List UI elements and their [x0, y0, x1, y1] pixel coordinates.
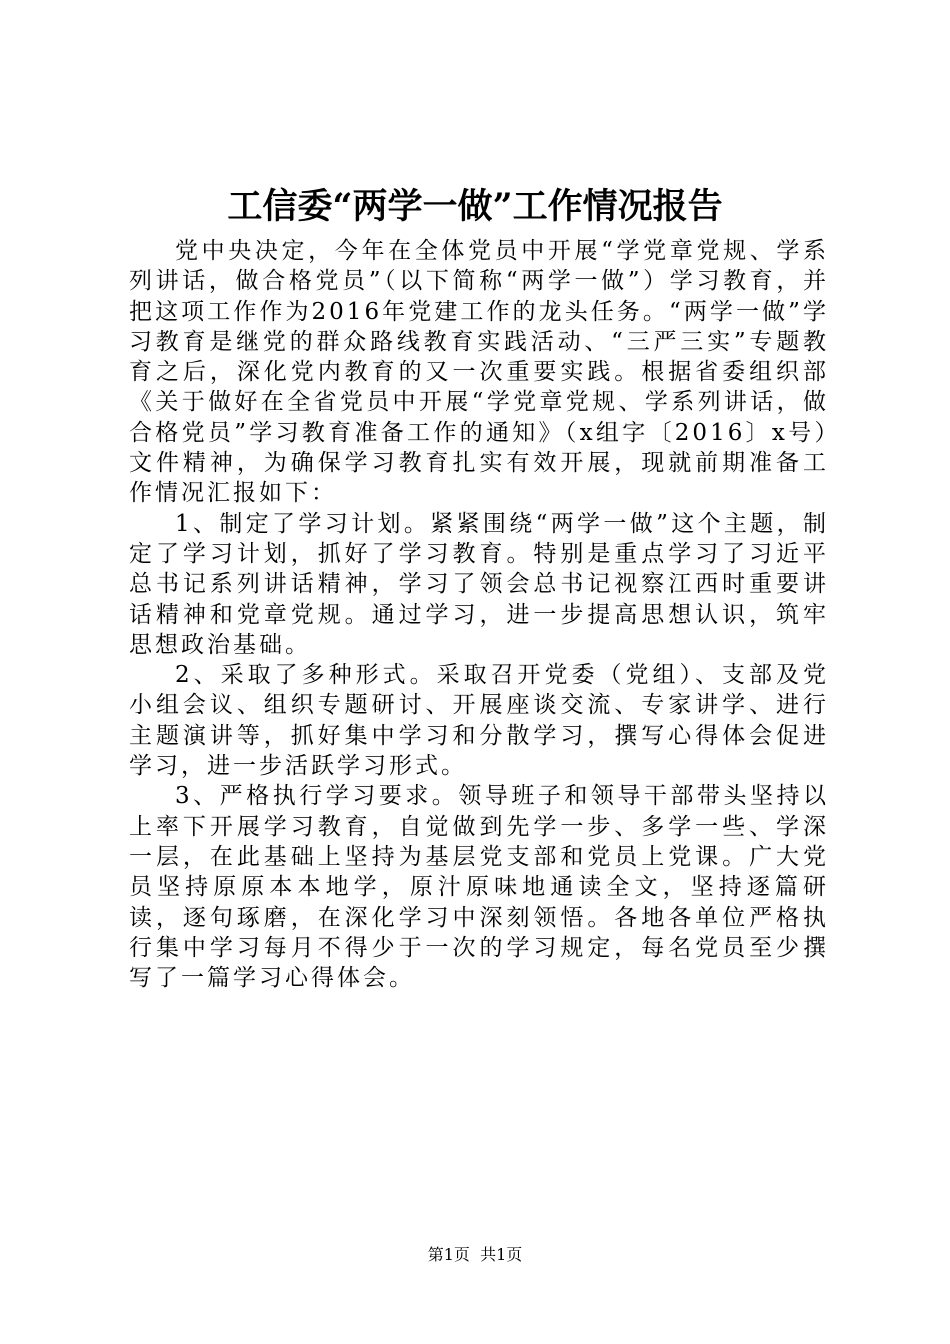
page-footer: [0, 1243, 950, 1267]
paragraph-item-3: 3、严格执行学习要求。领导班子和领导干部带头坚持以上率下开展学习教育，自觉做到先学一步、多学一些、学深一层，在此基础上坚持为基层党支部和党员上党课。广大党员坚持原原本本地学，原汁原味地通读全文，坚持逐篇研读，逐句琢磨，在深化学习中深刻领悟。各地各单位严格执行集中学习每月不得少于一次的学习规定，每名党员至少撰写了一篇学习心得体会。: [129, 783, 829, 992]
document-title: 工信委“两学一做”工作情况报告: [227, 186, 723, 227]
page-total: 共1页: [480, 1245, 523, 1264]
paragraph-item-2: 2、采取了多种形式。采取召开党委（党组）、支部及党小组会议、组织专题研讨、开展座谈交流、专家讲学、进行主题演讲等，抓好集中学习和分散学习，撰写心得体会促进学习，进一步活跃学习形式。: [129, 662, 829, 780]
page-number: 第1页: [427, 1245, 470, 1264]
document-body: [129, 236, 829, 993]
paragraph-intro: 党中央决定，今年在全体党员中开展“学党章党规、学系列讲话，做合格党员”（以下简称“两学一做”）学习教育，并把这项工作作为2016年党建工作的龙头任务。“两学一做”学习教育是继党的群众路线教育实践活动、“三严三实”专题教育之后，深化党内教育的又一次重要实践。根据省委组织部《关于做好在全省党员中开展“学党章党规、学系列讲话，做合格党员”学习教育准备工作的通知》（x组字〔2016〕x号）文件精神，为确保学习教育扎实有效开展，现就前期准备工作情况汇报如下：: [129, 238, 829, 507]
paragraph-item-1: 1、制定了学习计划。紧紧围绕“两学一做”这个主题，制定了学习计划，抓好了学习教育。特别是重点学习了习近平总书记系列讲话精神，学习了领会总书记视察江西时重要讲话精神和党章党规。通过学习，进一步提高思想认识，筑牢思想政治基础。: [129, 510, 829, 658]
footer-separator: [470, 1245, 480, 1264]
